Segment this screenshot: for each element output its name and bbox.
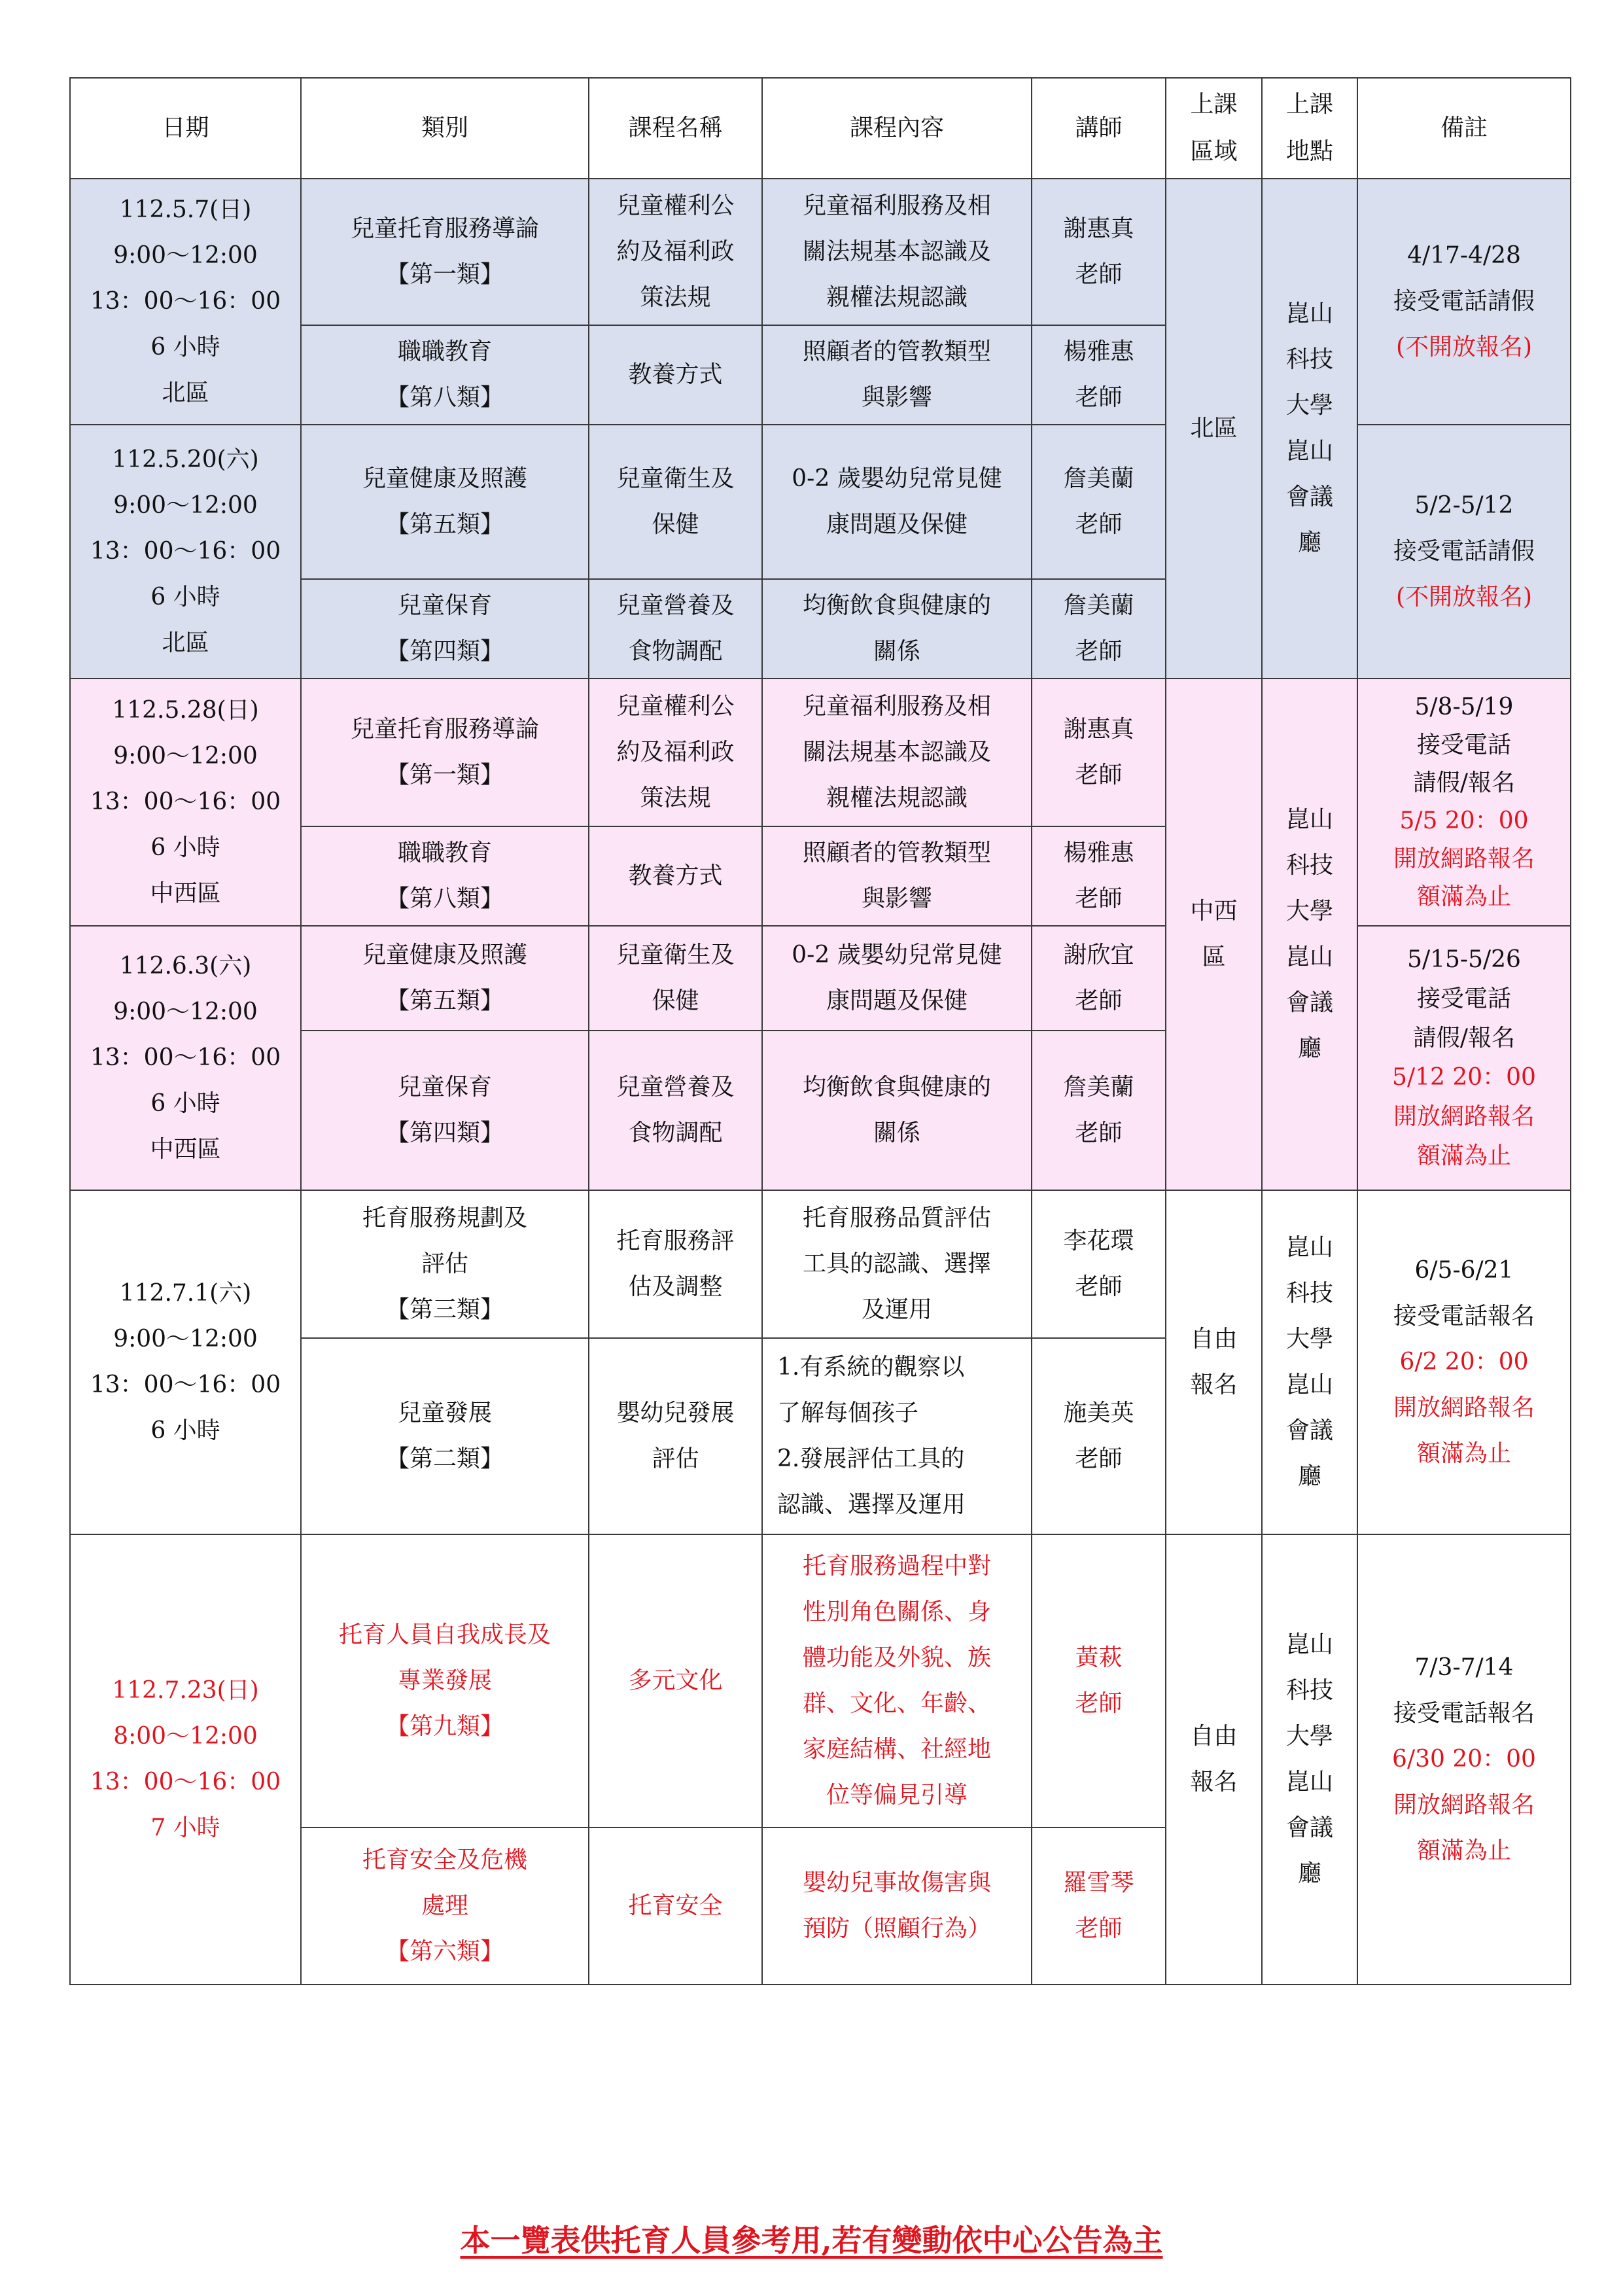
course-content-cell: 嬰幼兒事故傷害與 預防（照顧行為）	[762, 1828, 1032, 1985]
course-name-cell: 兒童衛生及 保健	[589, 926, 762, 1031]
category-cell: 兒童健康及照護 【第五類】	[301, 425, 589, 579]
category-cell: 兒童發展 【第二類】	[301, 1338, 589, 1534]
category-cell: 托育人員自我成長及 專業發展 【第九類】	[301, 1534, 589, 1828]
course-content-cell: 托育服務品質評估 工具的認識、選擇 及運用	[762, 1190, 1032, 1338]
course-name-cell: 兒童營養及 食物調配	[589, 1031, 762, 1190]
course-content-cell: 照顧者的管教類型 與影響	[762, 325, 1032, 425]
course-schedule-table	[69, 77, 1571, 1985]
course-name-cell: 托育服務評 估及調整	[589, 1190, 762, 1338]
date-cell: 112.5.20(六) 9:00～12:00 13：00～16：00 6 小時 北區	[70, 425, 301, 679]
course-content-cell: 均衡飲食與健康的 關係	[762, 1031, 1032, 1190]
course-content-cell: 照顧者的管教類型 與影響	[762, 826, 1032, 926]
course-name-cell: 教養方式	[589, 826, 762, 926]
course-name-cell: 嬰幼兒發展 評估	[589, 1338, 762, 1534]
teacher-cell: 謝惠真 老師	[1032, 179, 1166, 325]
course-name-cell: 兒童營養及 食物調配	[589, 579, 762, 679]
header-location: 上課 地點	[1262, 78, 1357, 179]
table-row	[70, 679, 1571, 826]
course-content-cell: 0-2 歲嬰幼兒常見健 康問題及保健	[762, 425, 1032, 579]
location-cell: 崑山 科技 大學 崑山 會議 廳	[1262, 1190, 1357, 1534]
teacher-cell: 謝惠真 老師	[1032, 679, 1166, 826]
teacher-cell: 詹美蘭 老師	[1032, 1031, 1166, 1190]
table-row	[70, 179, 1571, 325]
course-name-cell: 多元文化	[589, 1534, 762, 1828]
header-category: 類別	[301, 78, 589, 179]
teacher-cell: 詹美蘭 老師	[1032, 425, 1166, 579]
course-name-cell: 兒童權利公 約及福利政 策法規	[589, 679, 762, 826]
category-cell: 職職教育 【第八類】	[301, 325, 589, 425]
note-cell: 4/17-4/28 接受電話請假 (不開放報名)	[1357, 179, 1571, 425]
note-cell: 6/5-6/21 接受電話報名 6/2 20：00 開放網路報名 額滿為止	[1357, 1190, 1571, 1534]
category-cell: 兒童保育 【第四類】	[301, 1031, 589, 1190]
header-row	[70, 78, 1571, 179]
header-course-content: 課程內容	[762, 78, 1032, 179]
course-content-cell: 1.有系統的觀察以 了解每個孩子 2.發展評估工具的 認識、選擇及運用	[762, 1338, 1032, 1534]
header-note: 備註	[1357, 78, 1571, 179]
date-cell: 112.7.23(日) 8:00～12:00 13：00～16：00 7 小時	[70, 1534, 301, 1985]
teacher-cell: 黃萩 老師	[1032, 1534, 1166, 1828]
course-name-cell: 教養方式	[589, 325, 762, 425]
category-cell: 托育安全及危機 處理 【第六類】	[301, 1828, 589, 1985]
header-teacher: 講師	[1032, 78, 1166, 179]
teacher-cell: 楊雅惠 老師	[1032, 826, 1166, 926]
course-name-cell: 兒童衛生及 保健	[589, 425, 762, 579]
region-cell: 中西 區	[1166, 679, 1262, 1190]
category-cell: 托育服務規劃及 評估 【第三類】	[301, 1190, 589, 1338]
teacher-cell: 施美英 老師	[1032, 1338, 1166, 1534]
table-row	[70, 1534, 1571, 1828]
footer-note: 本一覽表供托育人員參考用,若有變動依中心公告為主	[460, 2223, 1163, 2258]
region-cell: 北區	[1166, 179, 1262, 679]
category-cell: 兒童托育服務導論 【第一類】	[301, 679, 589, 826]
category-cell: 兒童健康及照護 【第五類】	[301, 926, 589, 1031]
course-content-cell: 兒童福利服務及相 關法規基本認識及 親權法規認識	[762, 179, 1032, 325]
location-cell: 崑山 科技 大學 崑山 會議 廳	[1262, 1534, 1357, 1985]
note-cell: 5/2-5/12 接受電話請假 (不開放報名)	[1357, 425, 1571, 679]
teacher-cell: 羅雪琴 老師	[1032, 1828, 1166, 1985]
note-cell: 5/15-5/26 接受電話 請假/報名 5/12 20：00 開放網路報名 額滿為止	[1357, 926, 1571, 1190]
note-cell: 5/8-5/19 接受電話 請假/報名 5/5 20：00 開放網路報名 額滿為止	[1357, 679, 1571, 926]
teacher-cell: 李花環 老師	[1032, 1190, 1166, 1338]
teacher-cell: 楊雅惠 老師	[1032, 325, 1166, 425]
category-cell: 職職教育 【第八類】	[301, 826, 589, 926]
course-content-cell: 均衡飲食與健康的 關係	[762, 579, 1032, 679]
category-cell: 兒童保育 【第四類】	[301, 579, 589, 679]
course-name-cell: 兒童權利公 約及福利政 策法規	[589, 179, 762, 325]
region-cell: 自由 報名	[1166, 1534, 1262, 1985]
location-cell: 崑山 科技 大學 崑山 會議 廳	[1262, 679, 1357, 1190]
header-region: 上課 區域	[1166, 78, 1262, 179]
date-cell: 112.5.28(日) 9:00～12:00 13：00～16：00 6 小時 中西區	[70, 679, 301, 926]
course-content-cell: 兒童福利服務及相 關法規基本認識及 親權法規認識	[762, 679, 1032, 826]
teacher-cell: 謝欣宜 老師	[1032, 926, 1166, 1031]
date-cell: 112.7.1(六) 9:00～12:00 13：00～16：00 6 小時	[70, 1190, 301, 1534]
region-cell: 自由 報名	[1166, 1190, 1262, 1534]
course-content-cell: 0-2 歲嬰幼兒常見健 康問題及保健	[762, 926, 1032, 1031]
location-cell: 崑山 科技 大學 崑山 會議 廳	[1262, 179, 1357, 679]
header-course-name: 課程名稱	[589, 78, 762, 179]
date-cell: 112.6.3(六) 9:00～12:00 13：00～16：00 6 小時 中西區	[70, 926, 301, 1190]
course-name-cell: 托育安全	[589, 1828, 762, 1985]
course-content-cell: 托育服務過程中對 性別角色關係、身 體功能及外貌、族 群、文化、年齡、 家庭結構、社經地 位等偏見引導	[762, 1534, 1032, 1828]
header-date: 日期	[70, 78, 301, 179]
date-cell: 112.5.7(日) 9:00～12:00 13：00～16：00 6 小時 北區	[70, 179, 301, 425]
table-row	[70, 1190, 1571, 1338]
teacher-cell: 詹美蘭 老師	[1032, 579, 1166, 679]
category-cell: 兒童托育服務導論 【第一類】	[301, 179, 589, 325]
note-cell: 7/3-7/14 接受電話報名 6/30 20：00 開放網路報名 額滿為止	[1357, 1534, 1571, 1985]
